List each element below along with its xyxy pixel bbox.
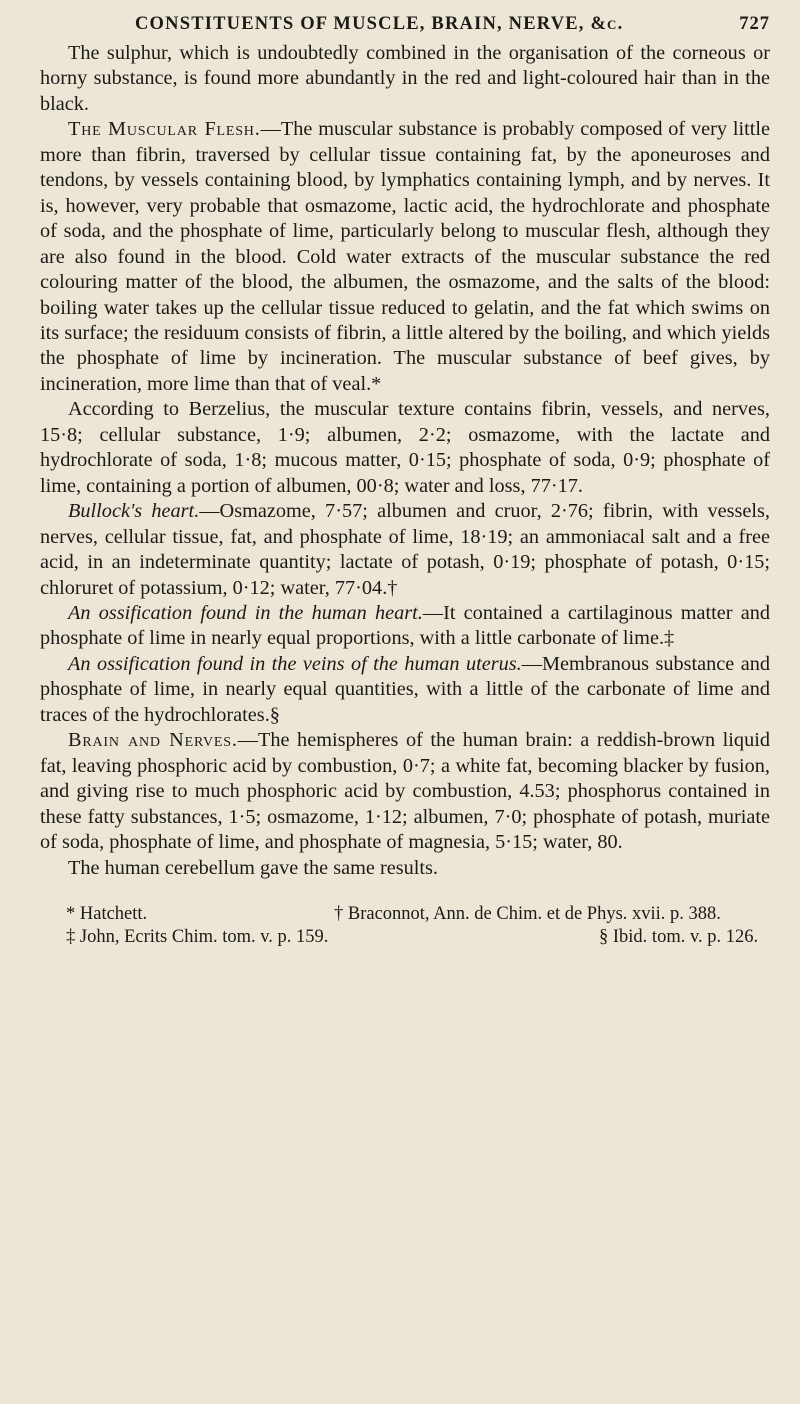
paragraph-ossification-uterus: [40, 652, 770, 728]
paragraph-sulphur: The sulphur, which is undoubtedly combined in the organisation of the corneous or horny substance, is found more abundantly in the red and light-coloured hair than in the black.: [40, 42, 770, 115]
paragraph-berzelius: According to Berzelius, the muscular texture contains fibrin, vessels, and nerves, 15·8; cellular substance, 1·9; albumen, 2·2; osmazome, with the lactate and hydrochlorate of soda, 1·8; mucous matter, 0·15; phosphate of soda, 0·9; phosphate of lime, containing a portion of albumen, 00·8; water and loss, 77·17.: [40, 398, 770, 497]
paragraph-ossification-heart: [40, 601, 770, 652]
subheading-ossification-heart: An ossification found in the human heart.: [68, 601, 423, 624]
paragraph-brain-nerves-text: —The hemispheres of the human brain: a reddish-brown liquid fat, leaving phosphoric acid by combustion, 0·7; a white fat, becoming blacker by fusion, and giving rise to much phosphoric acid by combustion, 4.53; phosphorus contained in these fatty substances, 1·5; osmazome, 1·12; albumen, 7·0; phosphate of potash, muriate of soda, phosphate of lime, and phosphate of magnesia, 5·15; water, 80.: [40, 729, 770, 854]
paragraph-brain-nerves: [40, 728, 770, 855]
running-title: CONSTITUENTS OF MUSCLE, BRAIN, NERVE, &c.: [135, 14, 624, 34]
running-header: [40, 14, 770, 35]
footnote-braconnot: † Braconnot, Ann. de Chim. et de Phys. xvii. p. 388.: [334, 903, 721, 924]
paragraph-muscular-flesh: [40, 117, 770, 397]
section-heading-brain-nerves: Brain and Nerves.: [68, 729, 238, 752]
paragraph-ossification-heart-text: —It contained a cartilaginous matter and phosphate of lime in nearly equal proportions, with a little carbonate of lime.‡: [40, 601, 770, 650]
section-heading-muscular-flesh: The Muscular Flesh.: [68, 118, 261, 141]
paragraph-cerebellum: The human cerebellum gave the same results.: [68, 856, 438, 879]
footnotes: [40, 903, 770, 949]
paragraph-muscular-flesh-text: —The muscular substance is probably composed of very little more than fibrin, traversed by cellular tissue containing fat, by the aponeuroses and tendons, by vessels containing blood, by lymphatics containing lymph, and by nerves. It is, however, very probable that osmazome, lactic acid, the hydrochlorate and phosphate of soda, and the phosphate of lime, particularly belong to muscular flesh, although they are also found in the blood. Cold water extracts of the muscular substance the red colouring matter of the blood, the albumen, the osmazome, and the salts of the blood: boiling water takes up the cellular tissue reduced to gelatin, and the fat which swims on its surface; the residuum consists of fibrin, a little altered by the boiling, and which yields the phosphate of lime by incineration. The muscular substance of beef gives, by incineration, more lime than that of veal.*: [40, 118, 770, 395]
subheading-bullocks-heart: Bullock's heart.: [68, 500, 200, 523]
paragraph-bullocks-heart-text: —Osmazome, 7·57; albumen and cruor, 2·76; fibrin, with vessels, nerves, cellular tissue, fat, and phosphate of lime, 18·19; an ammoniacal salt and a free acid, in an indeterminate quantity; lactate of potash, 0·19; phosphate of potash, 0·15; chloruret of potassium, 0·12; water, 77·04.†: [40, 500, 770, 599]
page-number: 727: [739, 14, 770, 34]
footnote-hatchett: * Hatchett.: [66, 903, 148, 924]
footnote-john: ‡ John, Ecrits Chim. tom. v. p. 159.: [66, 926, 329, 947]
footnote-ibid: § Ibid. tom. v. p. 126.: [599, 926, 759, 947]
body-text: [40, 41, 770, 881]
paragraph-ossification-uterus-text: —Membranous substance and phosphate of lime, in nearly equal quantities, with a little of the carbonate of lime and traces of the hydrochlorates.§: [40, 652, 770, 726]
paragraph-bullocks-heart: [40, 499, 770, 601]
subheading-ossification-uterus: An ossification found in the veins of the human uterus.: [68, 652, 522, 675]
footnote-row-1: [66, 903, 770, 926]
footnote-row-2: [66, 926, 770, 949]
